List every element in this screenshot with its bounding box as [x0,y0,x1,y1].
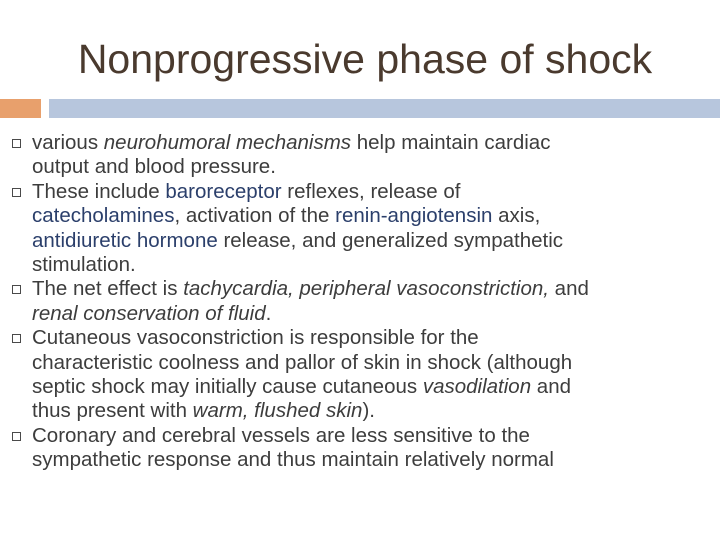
bullet-text [32,180,716,278]
text-line [32,375,716,399]
text-run: The net effect is [32,277,184,301]
text-run: septic shock may initially cause cutaneous [32,375,423,399]
text-run: and [531,375,572,399]
bullet-item [0,131,720,180]
bullet-item [0,180,720,278]
text-run: Coronary and cerebral vessels are less sensitive to the [32,423,530,447]
text-line [32,253,716,277]
text-run: Cutaneous vasoconstriction is responsible for the [32,326,479,350]
text-line [32,351,716,375]
text-run: . [265,301,272,325]
text-run: thus present with [32,399,193,423]
square-bullet-icon [12,432,21,441]
text-run: help maintain cardiac [351,131,551,154]
text-line [32,424,716,448]
bullet-list [0,131,720,473]
text-run: release, and generalized sympathetic [217,228,564,252]
bullet-text [32,131,716,180]
text-run: sympathetic response and thus maintain relatively normal [32,448,554,472]
text-run: axis, [492,204,541,228]
text-line [32,204,716,228]
text-line [32,302,716,326]
text-line [32,229,716,253]
emphasized-text: tachycardia, peripheral vasoconstriction, [183,277,549,301]
text-run: output and blood pressure. [32,155,276,179]
text-run: reflexes, release of [281,179,461,203]
bullet-text [32,326,716,424]
title-rule-accent [0,99,41,118]
text-line [32,155,716,179]
title-rule-bar [49,99,720,118]
bullet-text [32,277,716,326]
emphasized-text: warm, flushed skin [192,399,363,423]
text-run: and [548,277,589,301]
bullet-item [0,326,720,424]
square-bullet-icon [12,334,21,343]
text-line [32,326,716,350]
text-line [32,180,716,204]
square-bullet-icon [12,139,21,148]
text-line [32,448,716,472]
text-run: various [32,131,104,154]
text-line [32,131,716,155]
text-run: , activation of the [174,204,336,228]
text-run: characteristic coolness and pallor of skin in shock (although [32,350,573,374]
bullet-item [0,277,720,326]
text-run: stimulation. [32,253,136,277]
highlighted-term: antidiuretic hormone [32,228,218,252]
emphasized-text: neurohumoral mechanisms [103,131,352,154]
text-run: These include [32,179,166,203]
emphasized-text: vasodilation [422,375,532,399]
square-bullet-icon [12,285,21,294]
text-run: ). [362,399,375,423]
bullet-item [0,424,720,473]
highlighted-term: renin-angiotensin [335,204,493,228]
text-line [32,277,716,301]
emphasized-text: renal conservation of fluid [32,301,266,325]
text-line [32,399,716,423]
highlighted-term: catecholamines [32,204,175,228]
highlighted-term: baroreceptor [165,179,282,203]
square-bullet-icon [12,188,21,197]
slide-title: Nonprogressive phase of shock [77,36,653,82]
bullet-text [32,424,716,473]
